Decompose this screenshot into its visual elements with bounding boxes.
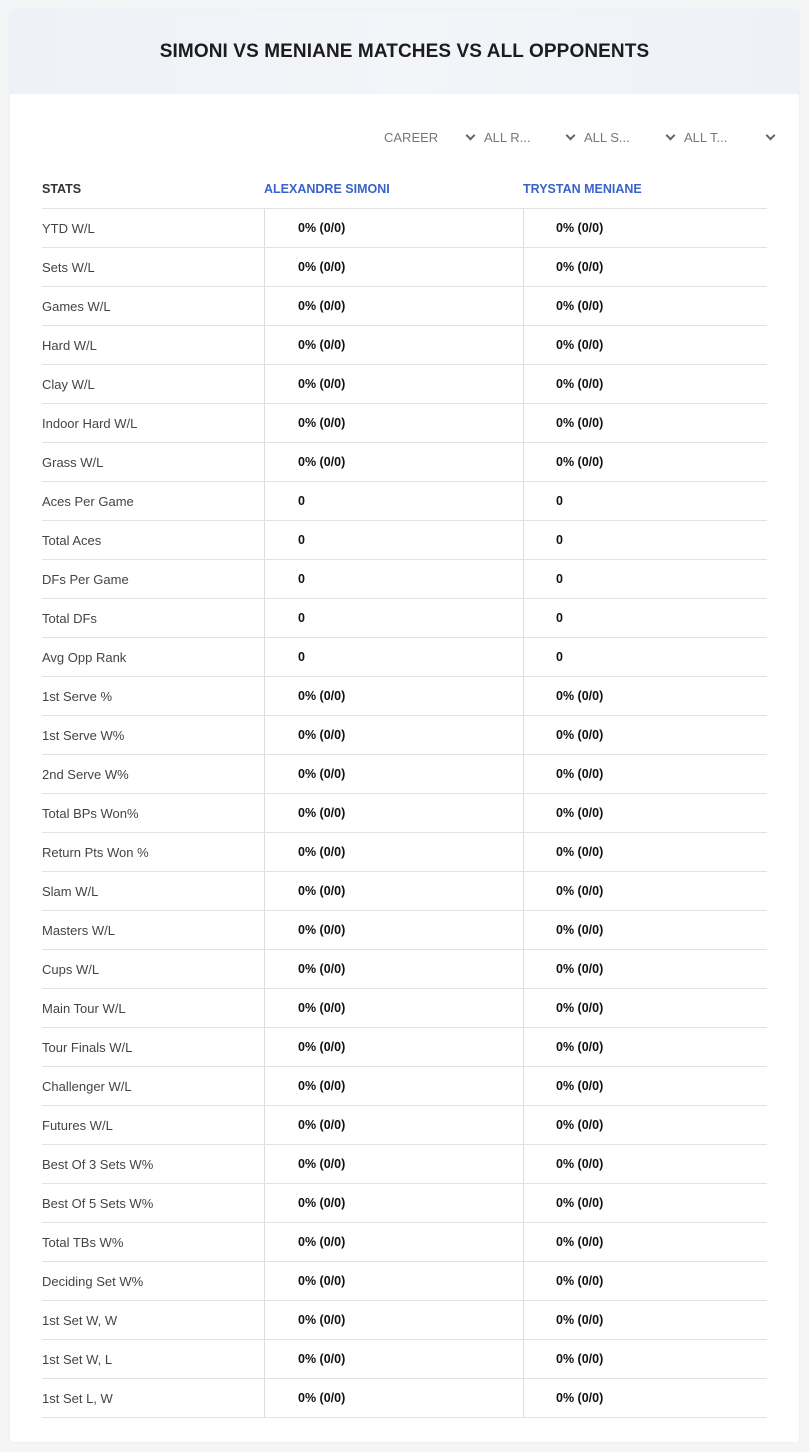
stat-label: Total DFs [42, 610, 97, 626]
table-row [42, 521, 767, 560]
table-row [42, 716, 767, 755]
stat-label: Best Of 5 Sets W% [42, 1195, 154, 1211]
player2-stat-value: 0% (0/0) [523, 677, 767, 715]
stat-label: Futures W/L [42, 1117, 113, 1133]
stat-label: Total BPs Won% [42, 805, 139, 821]
player1-stat-value: 0% (0/0) [264, 1067, 523, 1105]
table-row [42, 365, 767, 404]
stat-label: 1st Set W, W [42, 1312, 118, 1328]
table-row [42, 560, 767, 599]
stat-label: Deciding Set W% [42, 1273, 144, 1289]
stat-label: YTD W/L [42, 220, 95, 236]
player1-stat-value: 0% (0/0) [264, 365, 523, 403]
stat-label: Sets W/L [42, 259, 95, 275]
table-row [42, 833, 767, 872]
table-row [42, 638, 767, 677]
player2-stat-value: 0% (0/0) [523, 989, 767, 1027]
player1-stat-value: 0% (0/0) [264, 1145, 523, 1183]
stat-label: 2nd Serve W% [42, 766, 129, 782]
stat-label: DFs Per Game [42, 571, 129, 587]
player1-stat-value: 0% (0/0) [264, 677, 523, 715]
player2-stat-value: 0% (0/0) [523, 1106, 767, 1144]
stat-label: 1st Set L, W [42, 1390, 113, 1406]
stat-label: Slam W/L [42, 883, 99, 899]
player2-stat-value: 0 [523, 482, 767, 520]
stat-label: 1st Set W, L [42, 1351, 113, 1367]
player2-stat-value: 0% (0/0) [523, 1028, 767, 1066]
filter-round-select[interactable] [484, 126, 584, 148]
player1-stat-value: 0% (0/0) [264, 326, 523, 364]
table-row [42, 443, 767, 482]
stat-label: Return Pts Won % [42, 844, 149, 860]
stat-label: Clay W/L [42, 376, 95, 392]
player2-stat-value: 0% (0/0) [523, 1301, 767, 1339]
table-row [42, 989, 767, 1028]
table-row [42, 1262, 767, 1301]
stat-label: Games W/L [42, 298, 111, 314]
player2-stat-value: 0 [523, 599, 767, 637]
table-row [42, 1145, 767, 1184]
player2-stat-value: 0% (0/0) [523, 755, 767, 793]
filter-tournament-select[interactable] [684, 126, 784, 148]
player1-stat-value: 0% (0/0) [264, 989, 523, 1027]
player2-stat-value: 0% (0/0) [523, 209, 767, 247]
filter-surface-select[interactable] [584, 126, 684, 148]
player2-stat-value: 0% (0/0) [523, 248, 767, 286]
player1-stat-value: 0% (0/0) [264, 1262, 523, 1300]
table-row [42, 1067, 767, 1106]
stat-label: Challenger W/L [42, 1078, 132, 1094]
player2-stat-value: 0% (0/0) [523, 287, 767, 325]
table-row [42, 482, 767, 521]
stat-label: Indoor Hard W/L [42, 415, 138, 431]
filter-label: CAREER [384, 129, 439, 145]
stat-label: Cups W/L [42, 961, 100, 977]
table-row [42, 794, 767, 833]
table-row [42, 755, 767, 794]
filter-label: ALL S... [584, 129, 630, 145]
column-header-player1[interactable]: ALEXANDRE SIMONI [264, 182, 390, 196]
table-row [42, 1106, 767, 1145]
player2-stat-value: 0% (0/0) [523, 443, 767, 481]
player1-stat-value: 0% (0/0) [264, 950, 523, 988]
player1-stat-value: 0% (0/0) [264, 1028, 523, 1066]
filter-label: ALL R... [484, 129, 531, 145]
table-row [42, 326, 767, 365]
player2-stat-value: 0 [523, 521, 767, 559]
stat-label: Hard W/L [42, 337, 97, 353]
player1-stat-value: 0% (0/0) [264, 911, 523, 949]
player2-stat-value: 0% (0/0) [523, 1184, 767, 1222]
player2-stat-value: 0% (0/0) [523, 326, 767, 364]
player1-stat-value: 0% (0/0) [264, 833, 523, 871]
table-row [42, 599, 767, 638]
stat-label: Aces Per Game [42, 493, 134, 509]
stat-label: Total TBs W% [42, 1234, 124, 1250]
column-header-player2[interactable]: TRYSTAN MENIANE [523, 182, 642, 196]
player1-stat-value: 0% (0/0) [264, 716, 523, 754]
player2-stat-value: 0 [523, 560, 767, 598]
table-row [42, 209, 767, 248]
player2-stat-value: 0% (0/0) [523, 872, 767, 910]
table-row [42, 1379, 767, 1418]
player1-stat-value: 0 [264, 560, 523, 598]
player1-stat-value: 0% (0/0) [264, 1340, 523, 1378]
player2-stat-value: 0% (0/0) [523, 794, 767, 832]
stat-label: Masters W/L [42, 922, 115, 938]
stat-label: Avg Opp Rank [42, 649, 127, 665]
chevron-down-icon [766, 130, 776, 140]
table-row [42, 1340, 767, 1379]
page-title: SIMONI VS MENIANE MATCHES VS ALL OPPONENTS [159, 41, 650, 62]
table-row [42, 1301, 767, 1340]
table-row [42, 950, 767, 989]
table-row [42, 677, 767, 716]
table-row [42, 911, 767, 950]
player1-stat-value: 0 [264, 638, 523, 676]
stat-label: Best Of 3 Sets W% [42, 1156, 154, 1172]
player1-stat-value: 0% (0/0) [264, 755, 523, 793]
stat-label: 1st Serve % [42, 688, 113, 704]
stats-card [10, 10, 799, 1442]
player2-stat-value: 0% (0/0) [523, 1379, 767, 1417]
player1-stat-value: 0% (0/0) [264, 1106, 523, 1144]
player1-stat-value: 0% (0/0) [264, 248, 523, 286]
player1-stat-value: 0 [264, 599, 523, 637]
player1-stat-value: 0% (0/0) [264, 1379, 523, 1417]
player2-stat-value: 0% (0/0) [523, 365, 767, 403]
stat-label: 1st Serve W% [42, 727, 125, 743]
player2-stat-value: 0% (0/0) [523, 833, 767, 871]
stat-label: Main Tour W/L [42, 1000, 126, 1016]
filter-period-select[interactable] [384, 126, 484, 148]
table-row [42, 1028, 767, 1067]
player1-stat-value: 0 [264, 482, 523, 520]
table-header [42, 170, 767, 208]
filter-bar [384, 126, 784, 148]
player2-stat-value: 0% (0/0) [523, 1262, 767, 1300]
player2-stat-value: 0% (0/0) [523, 716, 767, 754]
player2-stat-value: 0% (0/0) [523, 404, 767, 442]
chevron-down-icon [666, 130, 676, 140]
player2-stat-value: 0% (0/0) [523, 1223, 767, 1261]
player1-stat-value: 0% (0/0) [264, 287, 523, 325]
chevron-down-icon [566, 130, 576, 140]
player1-stat-value: 0% (0/0) [264, 1223, 523, 1261]
column-header-stats: STATS [42, 182, 82, 196]
table-row [42, 287, 767, 326]
player2-stat-value: 0% (0/0) [523, 911, 767, 949]
stats-table-body [42, 208, 767, 1418]
table-row [42, 1223, 767, 1262]
player1-stat-value: 0 [264, 521, 523, 559]
player2-stat-value: 0% (0/0) [523, 1067, 767, 1105]
player1-stat-value: 0% (0/0) [264, 443, 523, 481]
player1-stat-value: 0% (0/0) [264, 209, 523, 247]
player2-stat-value: 0% (0/0) [523, 950, 767, 988]
player1-stat-value: 0% (0/0) [264, 404, 523, 442]
filter-label: ALL T... [684, 129, 728, 145]
table-row [42, 1184, 767, 1223]
player1-stat-value: 0% (0/0) [264, 872, 523, 910]
player2-stat-value: 0 [523, 638, 767, 676]
player1-stat-value: 0% (0/0) [264, 1184, 523, 1222]
player2-stat-value: 0% (0/0) [523, 1145, 767, 1183]
player1-stat-value: 0% (0/0) [264, 794, 523, 832]
table-row [42, 404, 767, 443]
table-row [42, 872, 767, 911]
chevron-down-icon [466, 130, 476, 140]
stat-label: Tour Finals W/L [42, 1039, 133, 1055]
player1-stat-value: 0% (0/0) [264, 1301, 523, 1339]
player2-stat-value: 0% (0/0) [523, 1340, 767, 1378]
table-row [42, 248, 767, 287]
stat-label: Grass W/L [42, 454, 104, 470]
card-header [10, 10, 799, 94]
stat-label: Total Aces [42, 532, 102, 548]
